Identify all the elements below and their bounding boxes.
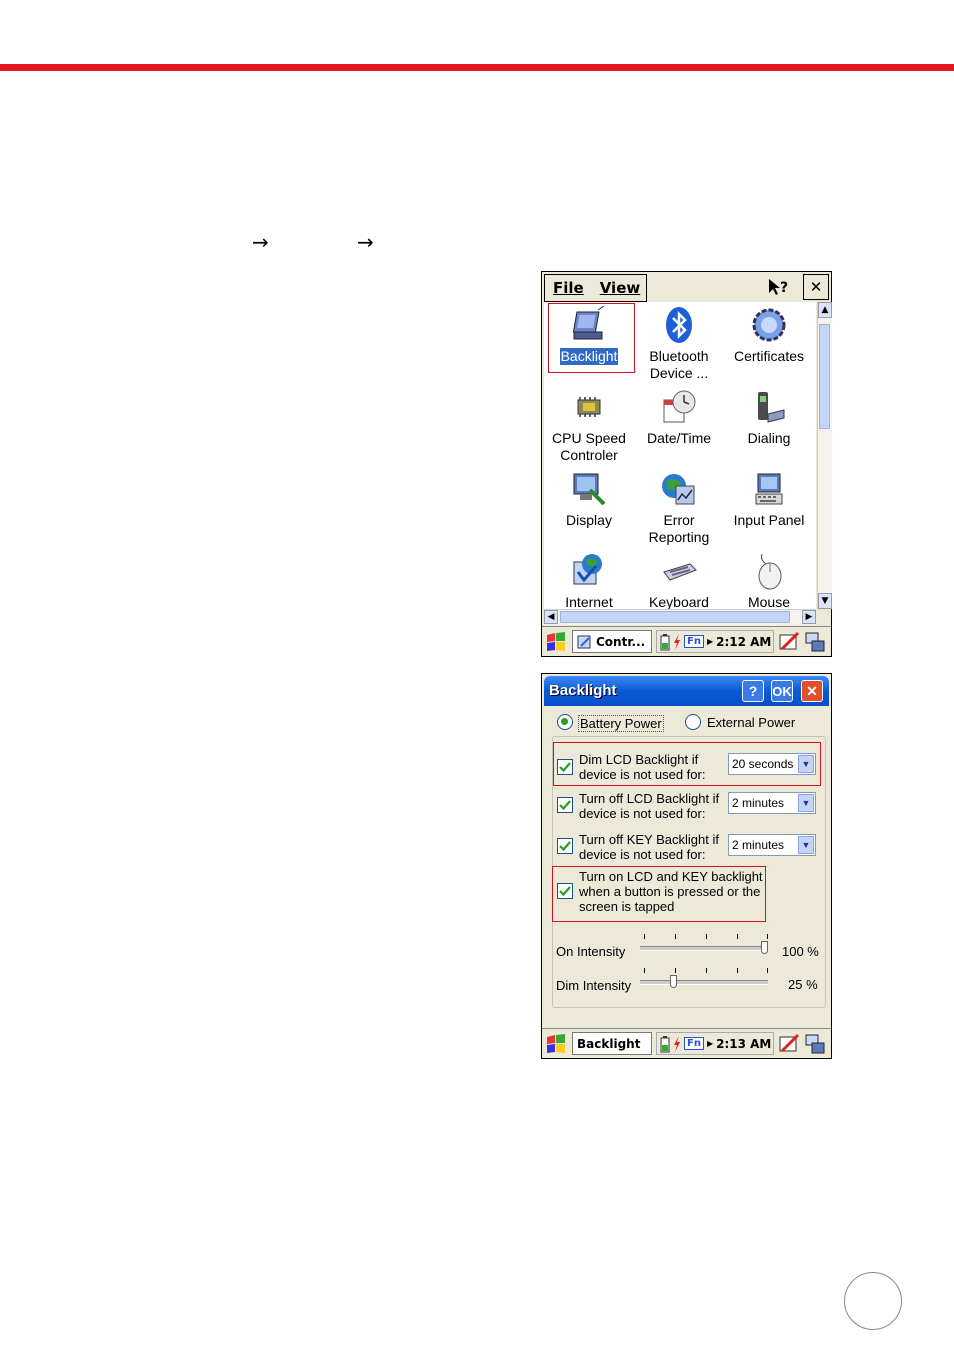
applet-list [544, 302, 816, 609]
close-button[interactable] [803, 274, 829, 300]
menu-view[interactable]: View [599, 279, 641, 297]
applet-datetime[interactable]: Date/Time [634, 388, 724, 447]
close-icon: ✕ [809, 278, 823, 296]
dim-intensity-label: Dim Intensity [556, 978, 632, 993]
dim-intensity-value: 25 % [788, 977, 818, 992]
on-intensity-value: 100 % [782, 944, 819, 959]
applet-backlight[interactable]: Backlight [544, 306, 634, 365]
turn-off-lcd-checkbox[interactable] [557, 797, 573, 813]
help-button[interactable] [742, 680, 764, 702]
applet-input-panel[interactable]: Input Panel [724, 470, 814, 529]
dialing-icon [750, 388, 788, 426]
close-button[interactable] [801, 680, 823, 702]
dim-intensity-thumb[interactable] [670, 975, 677, 988]
nav-arrow-2: → [357, 230, 374, 254]
start-icon[interactable] [545, 631, 567, 653]
charging-icon [673, 633, 681, 651]
applet-cpu-speed[interactable]: CPU Speed Controler [544, 388, 634, 464]
title-bar [544, 676, 829, 706]
taskbar-task-backlight[interactable]: Backlight [572, 1032, 652, 1055]
battery-power-radio[interactable] [557, 714, 573, 730]
horizontal-scrollbar[interactable] [544, 609, 816, 625]
pen-icon[interactable] [778, 631, 800, 653]
applet-mouse[interactable]: Mouse [724, 552, 814, 609]
datetime-icon [660, 388, 698, 426]
dim-intensity-slider[interactable] [640, 968, 768, 988]
scroll-right-icon[interactable]: ▶ [802, 610, 816, 624]
on-intensity-thumb[interactable] [761, 941, 768, 954]
backlight-settings-panel [544, 706, 829, 1026]
help-icon: ? [748, 683, 758, 699]
highlight-wake-on-tap [552, 866, 766, 922]
menu-bar [544, 274, 647, 302]
taskbar-clock[interactable]: 2:12 AM [716, 634, 772, 649]
tray-arrow-icon[interactable]: ▶ [706, 1039, 714, 1048]
hscroll-thumb[interactable] [560, 611, 790, 623]
desktop-windows-icon[interactable] [804, 1033, 826, 1055]
applet-bluetooth[interactable]: Bluetooth Device ... [634, 306, 724, 382]
battery-power-label[interactable]: Battery Power [580, 716, 662, 731]
wake-on-tap-label: Turn on LCD and KEY backlight when a button is pressed or the screen is tapped [579, 869, 763, 914]
highlight-dim-lcd [553, 742, 821, 786]
applet-keyboard[interactable]: Keyboard [634, 552, 724, 609]
internet-icon [570, 552, 608, 590]
chevron-down-icon[interactable]: ▼ [798, 836, 814, 854]
scroll-up-icon[interactable]: ▲ [818, 302, 832, 318]
turn-off-key-dropdown[interactable]: 2 minutes ▼ [728, 834, 816, 856]
turn-off-key-label: Turn off KEY Backlight if device is not used for: [579, 832, 719, 862]
battery-icon[interactable] [660, 1035, 670, 1053]
close-icon: ✕ [806, 682, 818, 699]
taskbar [542, 626, 831, 656]
taskbar-clock[interactable]: 2:13 AM [716, 1036, 772, 1051]
applet-error-reporting[interactable]: Error Reporting [634, 470, 724, 546]
external-power-radio[interactable] [685, 714, 701, 730]
backlight-window [541, 673, 832, 1059]
pen-icon[interactable] [778, 1033, 800, 1055]
battery-icon[interactable] [660, 633, 670, 651]
turn-off-lcd-dropdown[interactable]: 2 minutes ▼ [728, 792, 816, 814]
dim-intensity-track [640, 980, 768, 985]
applet-dialing[interactable]: Dialing [724, 388, 814, 447]
chevron-down-icon[interactable]: ▼ [798, 755, 814, 773]
nav-arrow-1: → [252, 230, 269, 254]
header-rule [0, 64, 954, 71]
control-panel-icon [577, 634, 593, 650]
on-intensity-label: On Intensity [556, 944, 626, 959]
external-power-label[interactable]: External Power [707, 715, 796, 730]
ok-button[interactable]: OK [771, 680, 793, 702]
scroll-down-icon[interactable]: ▼ [818, 593, 832, 609]
fn-indicator[interactable]: Fn [684, 635, 704, 648]
on-intensity-track [640, 946, 768, 951]
charging-icon [673, 1035, 681, 1053]
scroll-thumb[interactable] [819, 324, 830, 429]
fn-indicator[interactable]: Fn [684, 1037, 704, 1050]
backlight-icon [570, 306, 608, 344]
bluetooth-icon [660, 306, 698, 344]
page-number-badge [844, 1272, 902, 1330]
applet-display[interactable]: Display [544, 470, 634, 529]
vertical-scrollbar[interactable] [817, 302, 832, 609]
window-title: Backlight [549, 682, 617, 699]
system-tray [656, 630, 774, 653]
dim-lcd-dropdown[interactable]: 20 seconds ▼ [728, 753, 816, 775]
on-intensity-slider[interactable] [640, 934, 768, 954]
taskbar [542, 1028, 831, 1058]
system-tray [656, 1032, 774, 1055]
checkmark-icon [559, 799, 571, 811]
desktop-windows-icon[interactable] [804, 631, 826, 653]
taskbar-task-control-panel[interactable]: Contr... [572, 630, 652, 653]
keyboard-icon [660, 552, 698, 590]
control-panel-window [541, 271, 832, 657]
help-button[interactable] [766, 274, 792, 300]
applet-internet[interactable]: Internet [544, 552, 634, 609]
input-panel-icon [750, 470, 788, 508]
menu-file[interactable]: File [553, 279, 584, 297]
mouse-icon [750, 552, 788, 590]
error-reporting-icon [660, 470, 698, 508]
chevron-down-icon[interactable]: ▼ [798, 794, 814, 812]
scroll-left-icon[interactable]: ◀ [544, 610, 558, 624]
svg-text:?: ? [780, 280, 789, 296]
applet-certificates[interactable]: Certificates [724, 306, 814, 365]
cpu-icon [570, 388, 608, 426]
start-icon[interactable] [545, 1033, 567, 1055]
checkmark-icon [559, 840, 571, 852]
certificates-icon [750, 306, 788, 344]
dim-lcd-label: Dim LCD Backlight if device is not used for: [579, 752, 706, 782]
turn-off-lcd-label: Turn off LCD Backlight if device is not used for: [579, 791, 720, 821]
tray-arrow-icon[interactable]: ▶ [706, 637, 714, 646]
turn-off-key-checkbox[interactable] [557, 838, 573, 854]
display-icon [570, 470, 608, 508]
help-pointer-icon [767, 277, 791, 297]
